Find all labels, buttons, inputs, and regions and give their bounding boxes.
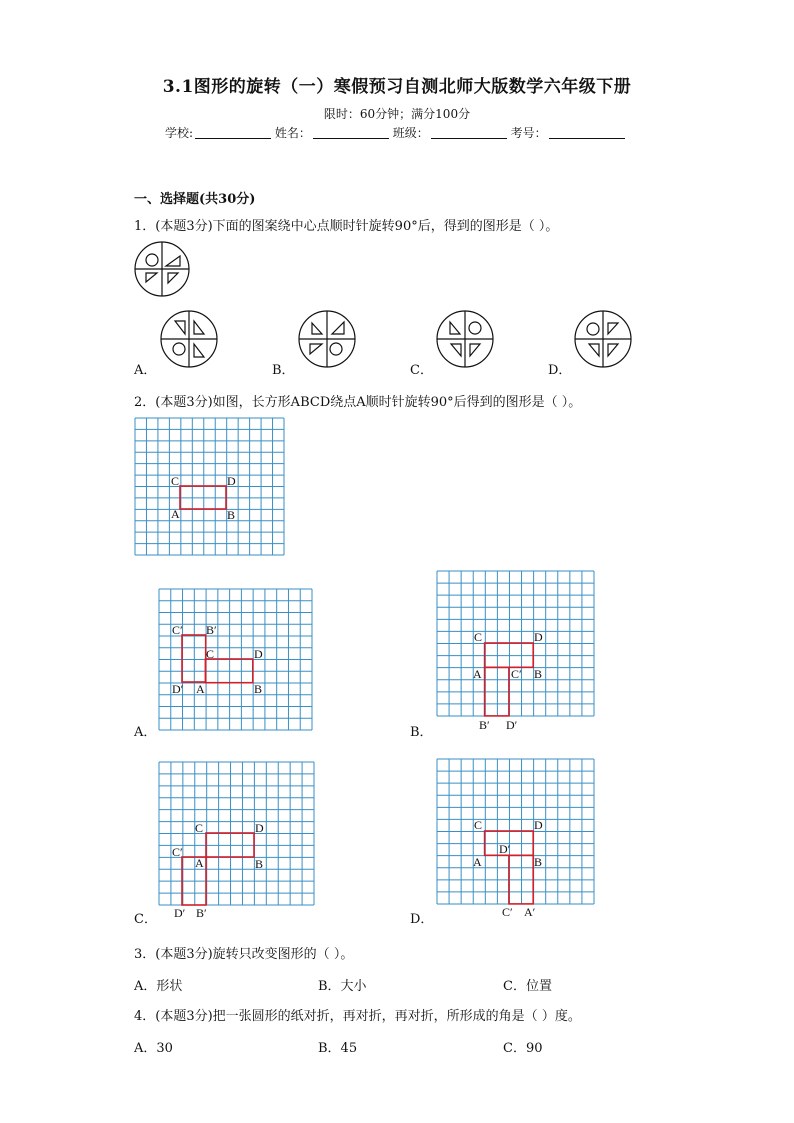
q1-option-d-label[interactable]: D．	[548, 363, 572, 378]
q1-option-c-figure[interactable]	[434, 308, 496, 370]
question-4: 4．(本题3分)把一张圆形的纸对折，再对折，再对折，所形成的角是（ ）度。	[134, 1009, 581, 1024]
question-1: 1．(本题3分)下面的图案绕中心点顺时针旋转90°后，得到的图形是（ ）。	[134, 219, 559, 234]
exam-number-label: 考号：	[510, 126, 547, 140]
info-fields	[165, 124, 625, 141]
q1-option-a-figure[interactable]	[158, 308, 220, 370]
class-field[interactable]	[431, 125, 507, 139]
name-label: 姓名：	[274, 126, 311, 140]
label: B	[255, 857, 264, 871]
q1-option-c-label[interactable]: C．	[410, 363, 433, 378]
label: D′	[506, 718, 518, 732]
q2-option-d-grid[interactable]	[436, 758, 596, 920]
q1-option-b-label[interactable]: B．	[272, 363, 295, 378]
time-limit: 限时：60分钟；满分100分	[323, 107, 471, 121]
q2-option-c-label[interactable]: C．	[134, 912, 157, 927]
label: A	[195, 856, 204, 870]
label: B	[534, 667, 543, 681]
label: C	[474, 818, 483, 832]
q1-pattern-figure	[130, 240, 196, 300]
label: A	[473, 667, 482, 681]
label: D′	[172, 682, 184, 696]
label-c: C	[171, 474, 180, 488]
q4-option-b[interactable]: B．45	[318, 1041, 358, 1056]
label: A′	[524, 905, 536, 919]
label: B	[534, 855, 543, 869]
label-a: A	[171, 507, 180, 521]
label-b: B	[227, 508, 236, 522]
section-heading: 一、选择题(共30分)	[134, 192, 256, 207]
label: C′	[172, 845, 183, 859]
exam-number-field[interactable]	[549, 125, 625, 139]
school-label: 学校:	[165, 126, 194, 140]
label: D	[534, 630, 543, 644]
label: D′	[499, 842, 511, 856]
q4-option-a[interactable]: A．30	[134, 1041, 173, 1056]
q3-option-b[interactable]: B．大小	[318, 979, 367, 994]
q1-option-d-figure[interactable]	[572, 308, 634, 370]
label: B′	[196, 906, 207, 920]
label: C′	[172, 623, 183, 637]
page-title: 3.1图形的旋转（一）寒假预习自测北师大版数学六年级下册	[162, 77, 632, 97]
q2-option-b-label[interactable]: B．	[410, 725, 433, 740]
question-3: 3．(本题3分)旋转只改变图形的（ ）。	[134, 947, 354, 962]
class-label: 班级：	[392, 126, 429, 140]
label: D	[255, 821, 264, 835]
label: B′	[206, 623, 217, 637]
q2-option-d-label[interactable]: D．	[410, 912, 434, 927]
label: C	[206, 647, 215, 661]
q3-option-c[interactable]: C．位置	[503, 979, 552, 994]
label: C	[195, 821, 204, 835]
label: D′	[174, 906, 186, 920]
name-field[interactable]	[313, 125, 389, 139]
label: B	[254, 682, 263, 696]
label: B′	[479, 718, 490, 732]
q2-main-grid	[134, 417, 286, 557]
label: D	[534, 818, 543, 832]
label: C′	[502, 905, 513, 919]
q1-option-b-figure[interactable]	[296, 308, 358, 370]
q2-option-a-grid[interactable]	[158, 588, 316, 732]
label: A	[473, 855, 482, 869]
q4-option-c[interactable]: C．90	[503, 1041, 543, 1056]
q2-option-b-grid[interactable]	[436, 570, 596, 750]
label: C	[474, 630, 483, 644]
label: A	[196, 682, 205, 696]
q2-option-a-label[interactable]: A．	[134, 725, 157, 740]
q2-option-c-grid[interactable]	[158, 761, 316, 921]
label-d: D	[227, 474, 236, 488]
q1-option-a-label[interactable]: A．	[134, 363, 157, 378]
question-2: 2．(本题3分)如图，长方形ABCD绕点A顺时针旋转90°后得到的图形是（ ）。	[134, 395, 582, 410]
school-field[interactable]	[195, 125, 271, 139]
label: D	[254, 647, 263, 661]
q3-option-a[interactable]: A．形状	[134, 979, 183, 994]
label: C′	[511, 667, 522, 681]
